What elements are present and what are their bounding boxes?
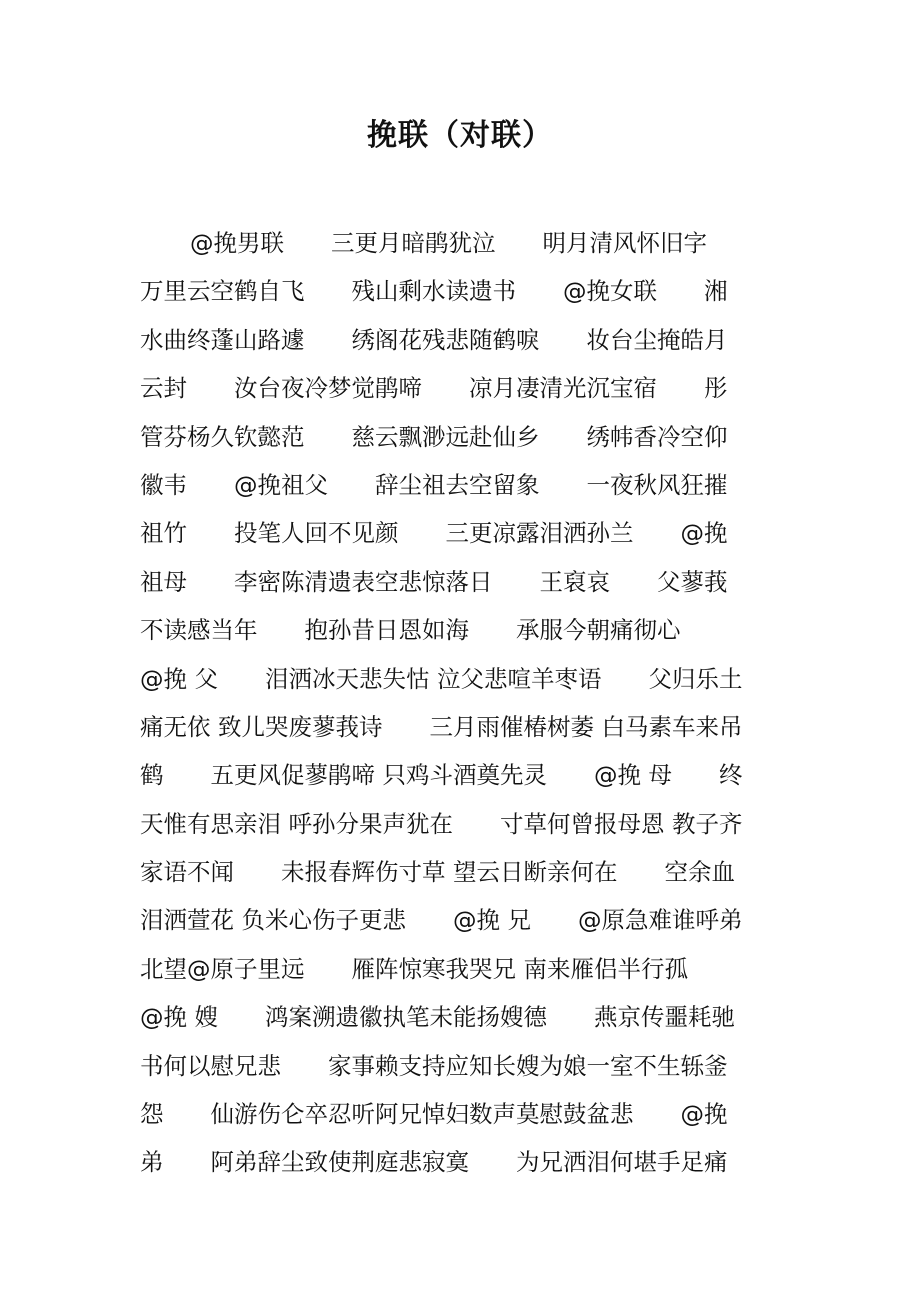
text-line: 泪洒萱花 负米心伤子更悲 @挽 兄 @原急难谁呼弟: [140, 906, 743, 935]
text-line: 弟 阿弟辞尘致使荆庭悲寂寞 为兄洒泪何堪手足痛: [140, 1148, 728, 1177]
text-line: 管芬杨久钦懿范 慈云飘渺远赴仙乡 绣帏香冷空仰: [140, 422, 728, 451]
text-line: 家语不闻 未报春辉伤寸草 望云日断亲何在 空余血: [140, 858, 735, 887]
text-line: @挽 嫂 鸿案溯遗徽执笔未能扬嫂德 燕京传噩耗驰: [140, 1003, 735, 1032]
text-line: 云封 汝台夜冷梦觉鹃啼 凉月凄清光沉宝宿 彤: [140, 374, 728, 403]
text-line: @挽 父 泪洒冰天悲失怙 泣父悲喧羊枣语 父归乐土: [140, 664, 743, 693]
text-line: 不读感当年 抱孙昔日恩如海 承服今朝痛彻心: [140, 616, 681, 645]
text-line: 徽韦 @挽祖父 辞尘祖去空留象 一夜秋风狂摧: [140, 470, 728, 499]
document-title: 挽联（对联）: [367, 118, 553, 153]
text-line: 北望@原子里远 雁阵惊寒我哭兄 南来雁侣半行孤: [140, 954, 688, 983]
text-line: 痛无依 致儿哭废蓼莪诗 三月雨催椿树萎 白马素车来吊: [140, 712, 743, 741]
text-line: 祖母 李密陈清遗表空悲惊落日 王裒哀 父蓼莪: [140, 567, 728, 596]
text-line: 祖竹 投笔人回不见颜 三更凉露泪洒孙兰 @挽: [140, 519, 728, 548]
text-line: 万里云空鹤自飞 残山剩水读遗书 @挽女联 湘: [140, 277, 728, 306]
text-line: 鹤 五更风促蓼鹃啼 只鸡斗酒奠先灵 @挽 母 终: [140, 761, 743, 790]
text-line: 水曲终蓬山路遽 绣阁花残悲随鹤唳 妆台尘掩皓月: [140, 325, 728, 354]
document-body: [140, 219, 784, 1187]
text-line: 天惟有思亲泪 呼孙分果声犹在 寸草何曾报母恩 教子齐: [140, 809, 743, 838]
text-line: 书何以慰兄悲 家事赖支持应知长嫂为娘一室不生轹釜: [140, 1051, 728, 1080]
text-line: @挽男联 三更月暗鹃犹泣 明月清风怀旧字: [190, 229, 707, 257]
text-line: 怨 仙游伤仑卒忍听阿兄悼妇数声莫慰鼓盆悲 @挽: [140, 1100, 728, 1129]
